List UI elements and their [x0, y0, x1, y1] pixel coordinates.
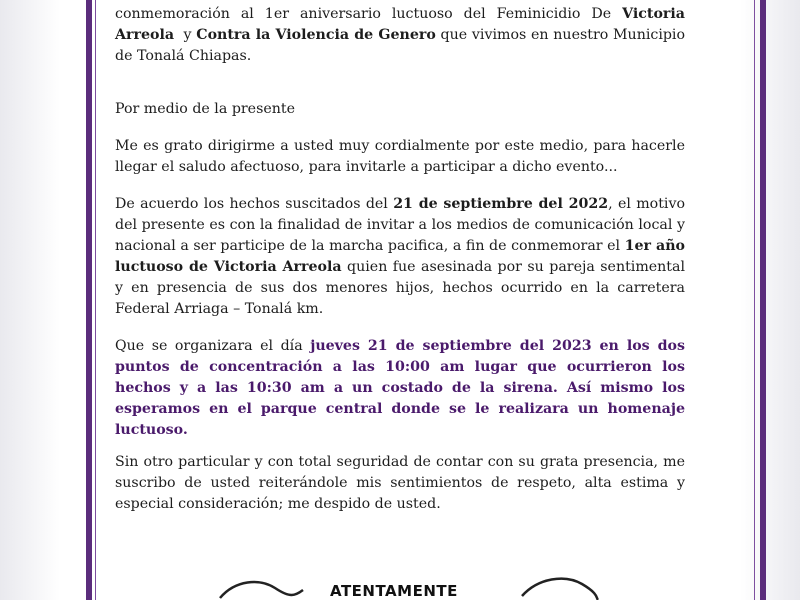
letter-body	[115, 4, 685, 515]
victim-last-name: Arreola	[115, 27, 175, 43]
event-intro-text: Que se organizara el día	[115, 338, 311, 354]
paragraph-event-details	[115, 336, 685, 441]
facts-text-mid: , el motivo del presente es con la finalidad de invitar a los medios de comunicación local y nacional a ser participe de la marcha pacifica, a fin de conmemorar el	[115, 196, 685, 254]
facts-text: De acuerdo los hechos suscitados del	[115, 196, 394, 212]
left-border-inner-line	[95, 0, 96, 600]
event-details-highlight: jueves 21 de septiembre del 2023 en los dos puntos de concentración a las 10:00 am lugar que ocurrieron los hechos y a las 10:30 am a un costado de la sirena. Así mismo los esperamos en el parque central donde se le realizara un homenaje luctuoso.	[115, 338, 685, 438]
intro-text: conmemoración al 1er aniversario luctuoso del Feminicidio De	[115, 6, 623, 22]
intro-paragraph	[115, 4, 685, 67]
incident-date: 21 de septiembre del 2022	[393, 196, 609, 212]
right-border-inner-line	[754, 0, 755, 600]
signature-right-icon	[520, 570, 600, 600]
closing-atentamente: ATENTAMENTE	[330, 582, 458, 600]
intro-text-continued: que vivimos en nuestro	[435, 27, 609, 43]
signature-left-icon	[215, 570, 305, 600]
anniversary-highlight: 1er año luctuoso de Victoria Arreola	[115, 238, 685, 275]
facts-text-end: quien fue asesinada por su pareja sentimental y en presencia de sus dos menores hijos, hechos ocurrido en la carretera Federal Arriaga – Tonalá km.	[115, 259, 686, 317]
salutation: Por medio de la presente	[115, 101, 295, 117]
paragraph-farewell: Sin otro particular y con total seguridad de contar con su grata presencia, me suscribo de usted reiterándole mis sentimientos de respeto, alta estima y especial consideración; me despido de usted.	[115, 454, 685, 512]
paragraph-greeting: Me es grato dirigirme a usted muy cordialmente por este medio, para hacerle llegar el saludo afectuoso, para invitarle a participar a dicho evento...	[115, 138, 685, 175]
right-border-frame	[760, 0, 766, 600]
left-border-frame	[86, 0, 92, 600]
victim-first-name: Victoria	[622, 6, 685, 22]
paragraph-facts	[115, 194, 685, 320]
intro-conjunction: y	[183, 27, 192, 43]
campaign-name: Contra la Violencia de Genero	[196, 27, 436, 43]
municipality-text: Municipio de Tonalá Chiapas.	[115, 27, 686, 64]
